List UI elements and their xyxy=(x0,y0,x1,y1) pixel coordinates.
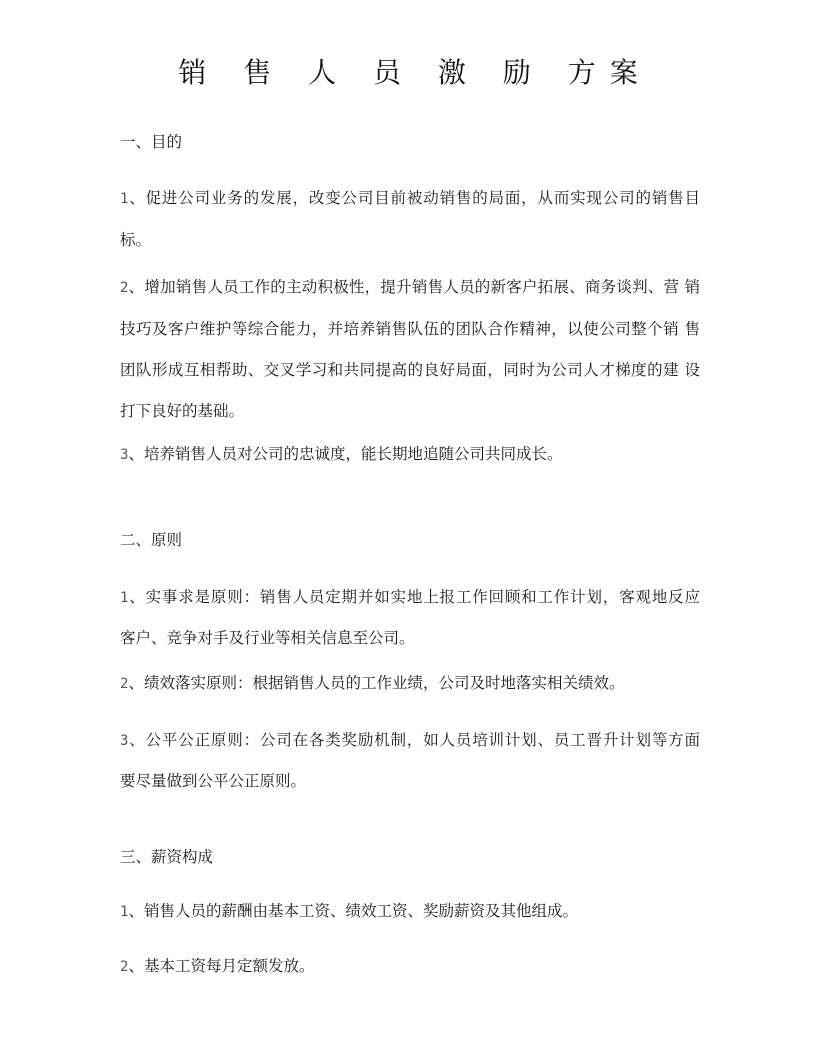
paragraph-line: 1、促进公司业务的发展，改变公司目前被动销售的局面，从而实现公司的销售目 xyxy=(120,189,700,207)
paragraph-line: 2、基本工资每月定额发放。 xyxy=(120,957,315,975)
item-number: 1 xyxy=(120,191,129,207)
item-number: 1 xyxy=(120,590,129,606)
section-heading-salary-structure: 三、薪资构成 xyxy=(120,848,214,866)
paragraph-line: 打下良好的基础。 xyxy=(120,402,245,420)
paragraph-line: 3、公平公正原则：公司在各类奖励机制，如人员培训计划、员工晋升计划等方面 xyxy=(120,731,700,749)
paragraph-line: 要尽量做到公平公正原则。 xyxy=(120,772,307,790)
paragraph-line: 3、培养销售人员对公司的忠诚度，能长期地追随公司共同成长。 xyxy=(120,445,563,463)
item-number: 3 xyxy=(120,733,129,749)
section-heading-purpose: 一、目的 xyxy=(120,133,183,151)
item-number: 3 xyxy=(120,447,129,463)
paragraph-line: 1、实事求是原则：销售人员定期并如实地上报工作回顾和工作计划，客观地反应 xyxy=(120,588,700,606)
paragraph-line: 2、增加销售人员工作的主动积极性，提升销售人员的新客户拓展、商务谈判、营 销 xyxy=(120,278,700,296)
paragraph-line: 团队形成互相帮助、交叉学习和共同提高的良好局面，同时为公司人才梯度的建 设 xyxy=(120,361,700,379)
item-number: 2 xyxy=(120,280,129,296)
document-title: 销 售 人 员 激 励 方案 xyxy=(178,56,652,89)
item-number: 2 xyxy=(120,676,129,692)
paragraph-line: 2、绩效落实原则：根据销售人员的工作业绩，公司及时地落实相关绩效。 xyxy=(120,674,625,692)
item-number: 2 xyxy=(120,959,129,975)
item-number: 1 xyxy=(120,904,129,920)
section-heading-principles: 二、原则 xyxy=(120,531,183,549)
paragraph-line: 标。 xyxy=(120,231,152,249)
paragraph-line: 技巧及客户维护等综合能力，并培养销售队伍的团队合作精神，以使公司整个销 售 xyxy=(120,320,700,338)
paragraph-line: 1、销售人员的薪酬由基本工资、绩效工资、奖励薪资及其他组成。 xyxy=(120,902,578,920)
paragraph-line: 客户、竞争对手及行业等相关信息至公司。 xyxy=(120,629,415,647)
